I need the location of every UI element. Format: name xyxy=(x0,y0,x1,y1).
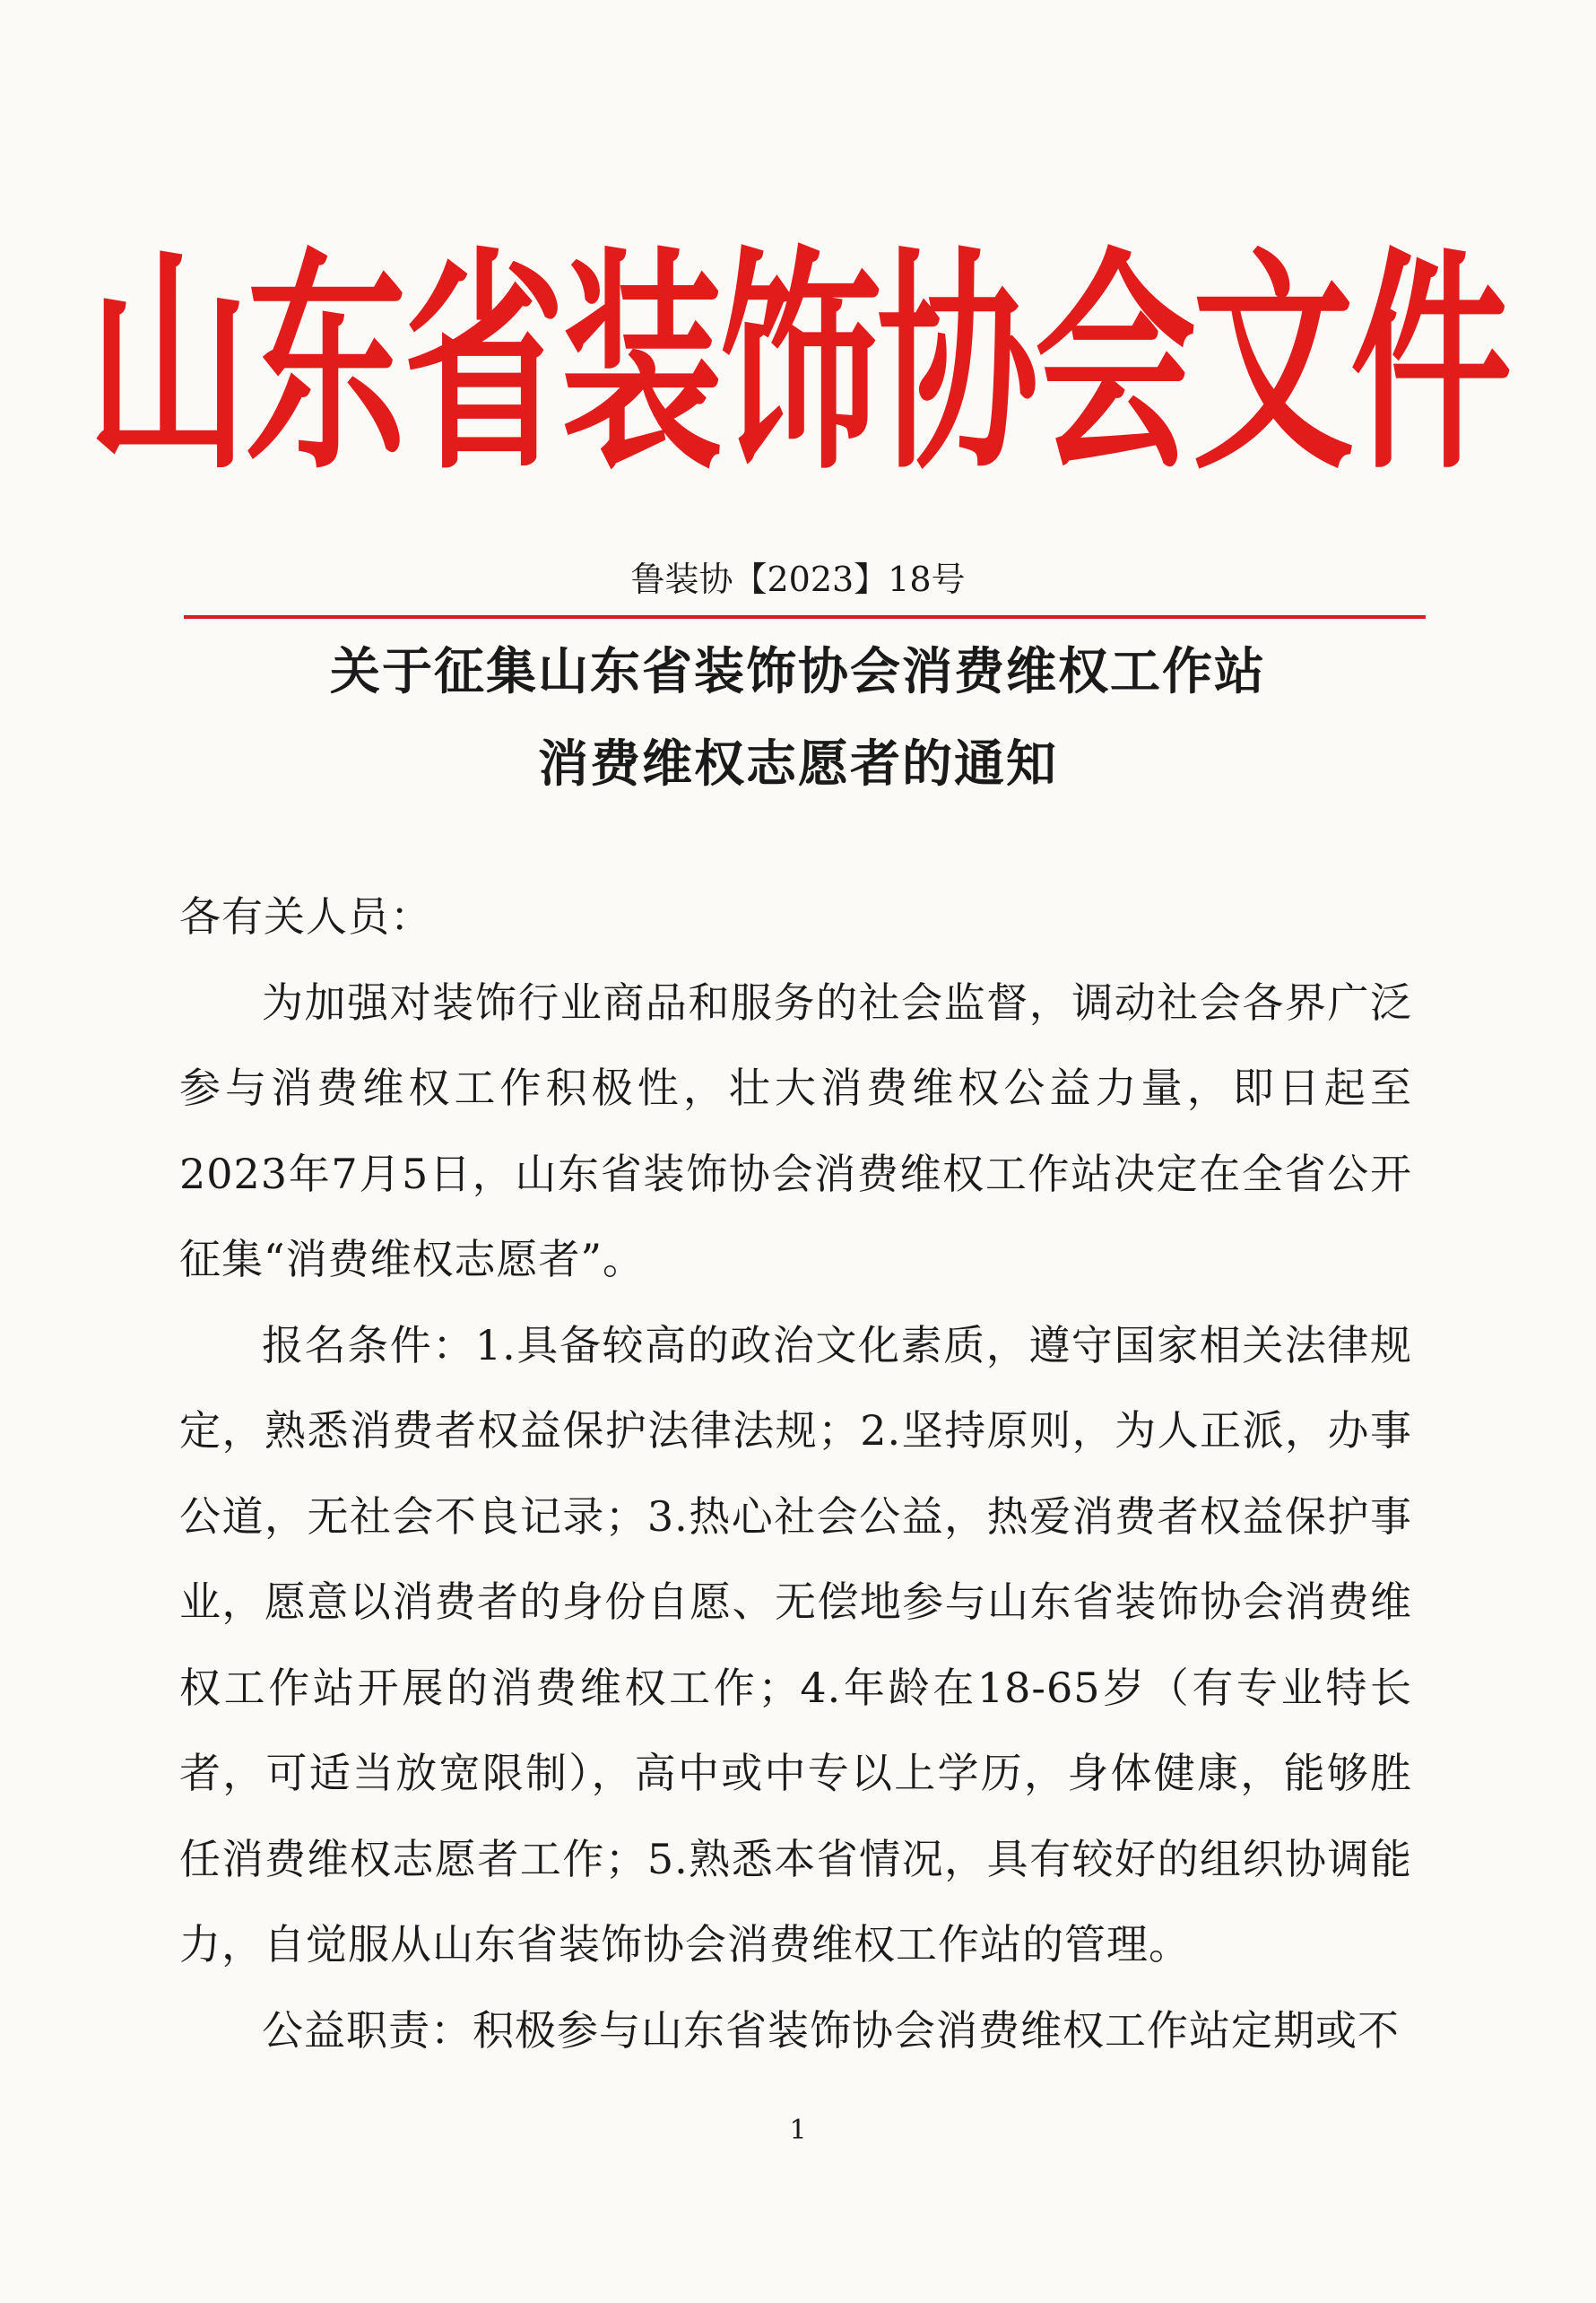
org-title: 山东省装饰协会文件 xyxy=(88,229,1509,501)
paragraph-duties: 公益职责：积极参与山东省装饰协会消费维权工作站定期或不 xyxy=(262,2005,1400,2055)
org-masthead xyxy=(88,211,1509,501)
notice-title-line2: 消费维权志愿者的通知 xyxy=(538,735,1058,794)
document-number: 鲁装协【2023】18号 xyxy=(630,560,966,599)
notice-title-line1: 关于征集山东省装饰协会消费维权工作站 xyxy=(330,643,1266,701)
paragraph-purpose: 为加强对装饰行业商品和服务的社会监督，调动社会各界广泛参与消费维权工作积极性，壮大消费维权公益力量，即日起至2023年7月5日，山东省装饰协会消费维权工作站决定在全省公开征集“消费维权志愿者”。 xyxy=(179,978,1412,1283)
red-divider xyxy=(184,615,1426,619)
page-number: 1 xyxy=(789,2115,807,2146)
notice-body xyxy=(179,874,1412,2073)
paragraph-requirements: 报名条件：1.具备较高的政治文化素质，遵守国家相关法律规定，熟悉消费者权益保护法律法规；2.坚持原则，为人正派，办事公道，无社会不良记录；3.热心社会公益，热爱消费者权益保护事业，愿意以消费者的身份自愿、无偿地参与山东省装饰协会消费维权工作站开展的消费维权工作；4.年龄在18-65岁（有专业特长者，可适当放宽限制），高中或中专以上学历，身体健康，能够胜任消费维权志愿者工作；5.熟悉本省情况，具有较好的组织协调能力，自觉服从山东省装饰协会消费维权工作站的管理。 xyxy=(179,1320,1412,1968)
salutation: 各有关人员： xyxy=(179,892,432,941)
